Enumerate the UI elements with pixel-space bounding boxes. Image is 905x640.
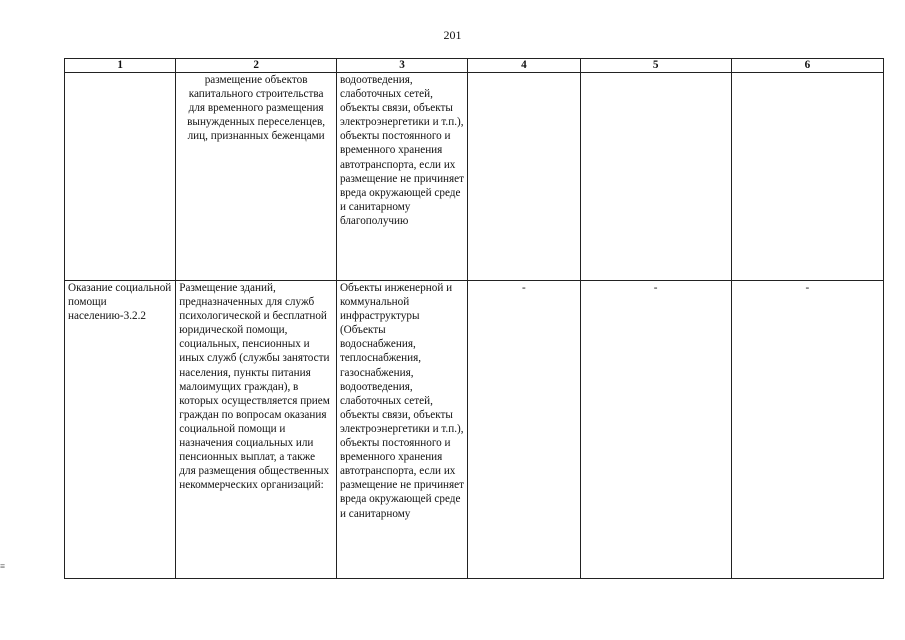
cell-col-4: - — [468, 281, 580, 579]
cell-col-6: - — [731, 281, 883, 579]
cell-col-6 — [731, 73, 883, 281]
column-header-2: 2 — [176, 59, 337, 73]
cell-permitted-objects: Объекты инженерной и коммунальной инфраструктуры (Объекты водоснабжения, теплоснабжения, газоснабжения, водоотведения, слаботочных сетей, объекты связи, объекты электроэнергетики и т.п.), объекты постоянного и временного хранения автотранспорта, если их размещение не причиняет вреда окружающей среде и санитарному — [336, 281, 467, 579]
cell-description: Размещение зданий, предназначенных для служб психологической и бесплатной юридической помощи, социальных, пенсионных и иных служб (службы занятости населения, пункты питания малоимущих граждан), в которых осуществляется прием граждан по вопросам оказания социальной помощи и назначения социальных или пенсионных выплат, а также для размещения общественных некоммерческих организаций: — [176, 281, 337, 579]
cell-use-type — [65, 73, 176, 281]
cell-col-4 — [468, 73, 580, 281]
cell-description: размещение объектов капитального строительства для временного размещения вынужденных переселенцев, лиц, признанных беженцами — [176, 73, 337, 281]
column-header-5: 5 — [580, 59, 731, 73]
table-row — [65, 73, 884, 281]
cell-col-5 — [580, 73, 731, 281]
table-header-row — [65, 59, 884, 73]
column-header-3: 3 — [336, 59, 467, 73]
column-header-1: 1 — [65, 59, 176, 73]
regulation-table — [64, 58, 884, 579]
margin-mark: ≡ — [0, 561, 6, 571]
cell-col-5: - — [580, 281, 731, 579]
page-number: 201 — [443, 28, 462, 42]
table-row — [65, 281, 884, 579]
column-header-4: 4 — [468, 59, 580, 73]
cell-use-type: Оказание социальной помощи населению-3.2.2 — [65, 281, 176, 579]
cell-permitted-objects: водоотведения, слаботочных сетей, объекты связи, объекты электроэнергетики и т.п.), объекты постоянного и временного хранения автотранспорта, если их размещение не причиняет вреда окружающей среде и санитарному благополучию — [336, 73, 467, 281]
column-header-6: 6 — [731, 59, 883, 73]
